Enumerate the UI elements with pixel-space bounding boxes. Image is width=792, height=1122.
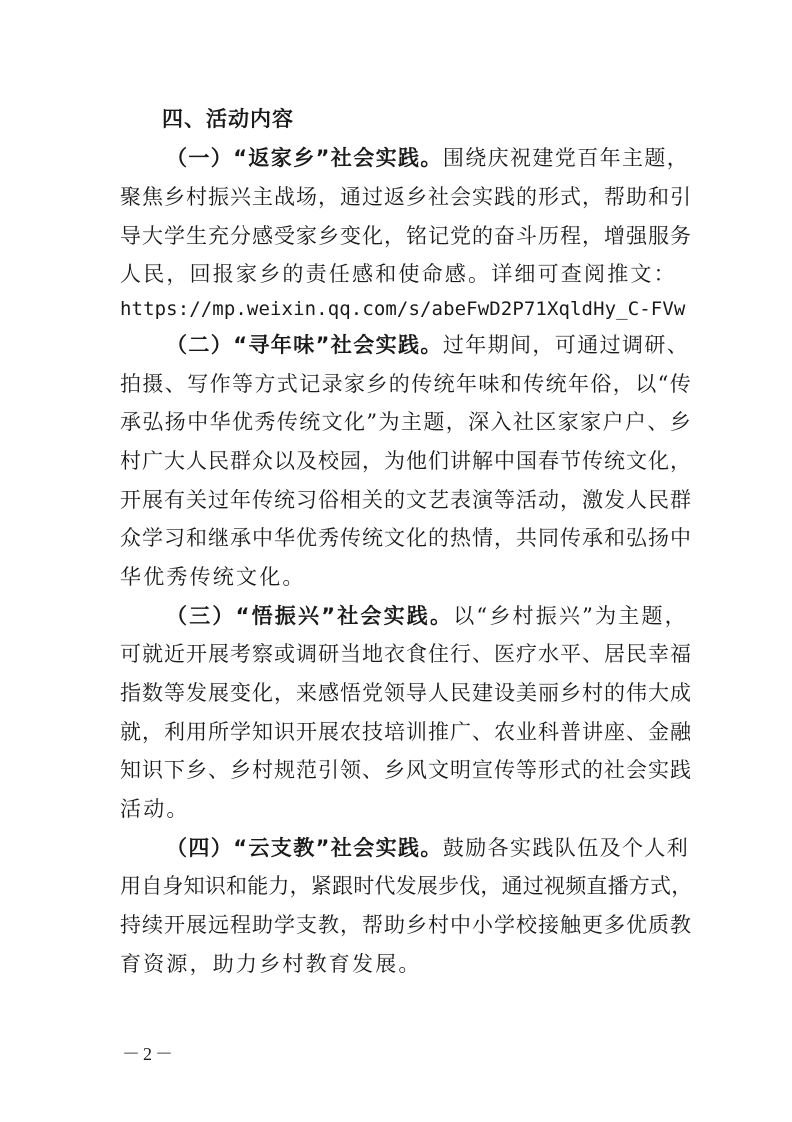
- paragraph-3-line-6: 活动。: [120, 797, 190, 821]
- paragraph-4-line-1: [166, 833, 689, 863]
- paragraph-2-line-7: 华优秀传统文化。: [120, 565, 306, 589]
- paragraph-3-line-4: 就，利用所学知识开展农技培训推广、农业科普讲座、金融: [120, 720, 692, 744]
- paragraph-3-line-3: 指数等发展变化，来感悟党领导人民建设美丽乡村的伟大成: [120, 681, 692, 705]
- paragraph-2-line-3: 承弘扬中华优秀传统文化”为主题，深入社区家家户户、乡: [120, 410, 693, 434]
- paragraph-3-line-5: 知识下乡、乡村规范引领、乡风文明宣传等形式的社会实践: [120, 758, 692, 782]
- paragraph-1-text: 围绕庆祝建党百年主题，: [442, 146, 690, 170]
- paragraph-1-line-2: 聚焦乡村振兴主战场，通过返乡社会实践的形式，帮助和引: [120, 185, 692, 209]
- paragraph-2-title: （二）“寻年味”社会实践。: [166, 333, 443, 357]
- paragraph-4-line-3: 持续开展远程助学支教，帮助乡村中小学校接触更多优质教: [120, 913, 692, 937]
- paragraph-1-title: （一）“返家乡”社会实践。: [166, 146, 443, 170]
- paragraph-4-line-4: 育资源，助力乡村教育发展。: [120, 952, 422, 976]
- paragraph-2-line-2: 拍摄、写作等方式记录家乡的传统年味和传统年俗，以“传: [120, 372, 693, 396]
- paragraph-2-text: 过年期间，可通过调研、: [442, 333, 690, 357]
- paragraph-3-text: 以“乡村振兴”为主题，: [453, 604, 688, 628]
- paragraph-4-text: 鼓励各实践队伍及个人利: [442, 836, 690, 860]
- paragraph-3-title: （三）“悟振兴”社会实践。: [166, 604, 454, 628]
- paragraph-2-line-1: [166, 330, 689, 360]
- paragraph-4-title: （四）“云支教”社会实践。: [166, 836, 443, 860]
- paragraph-2-line-5: 开展有关过年传统习俗相关的文艺表演等活动，激发人民群: [120, 488, 692, 512]
- paragraph-4-line-2: 用自身知识和能力，紧跟时代发展步伐，通过视频直播方式，: [120, 874, 693, 898]
- paragraph-2-line-6: 众学习和继承中华优秀传统文化的热情，共同传承和弘扬中: [120, 526, 692, 550]
- article-link[interactable]: https://mp.weixin.qq.com/s/abeFwD2P71XqldHy_C-FVw: [120, 298, 686, 320]
- paragraph-1-line-4: 人民，回报家乡的责任感和使命感。详细可查阅推文：: [120, 262, 677, 286]
- page-number: －2－: [122, 1044, 176, 1064]
- paragraph-1-line-1: [166, 143, 689, 173]
- section-heading: 四、活动内容: [162, 107, 294, 131]
- paragraph-1-line-3: 导大学生充分感受家乡变化，铭记党的奋斗历程，增强服务: [120, 224, 692, 248]
- paragraph-3-line-1: [166, 601, 688, 631]
- paragraph-3-line-2: 可就近开展考察或调研当地衣食住行、医疗水平、居民幸福: [120, 642, 692, 666]
- paragraph-2-line-4: 村广大人民群众以及校园，为他们讲解中国春节传统文化，: [120, 449, 692, 473]
